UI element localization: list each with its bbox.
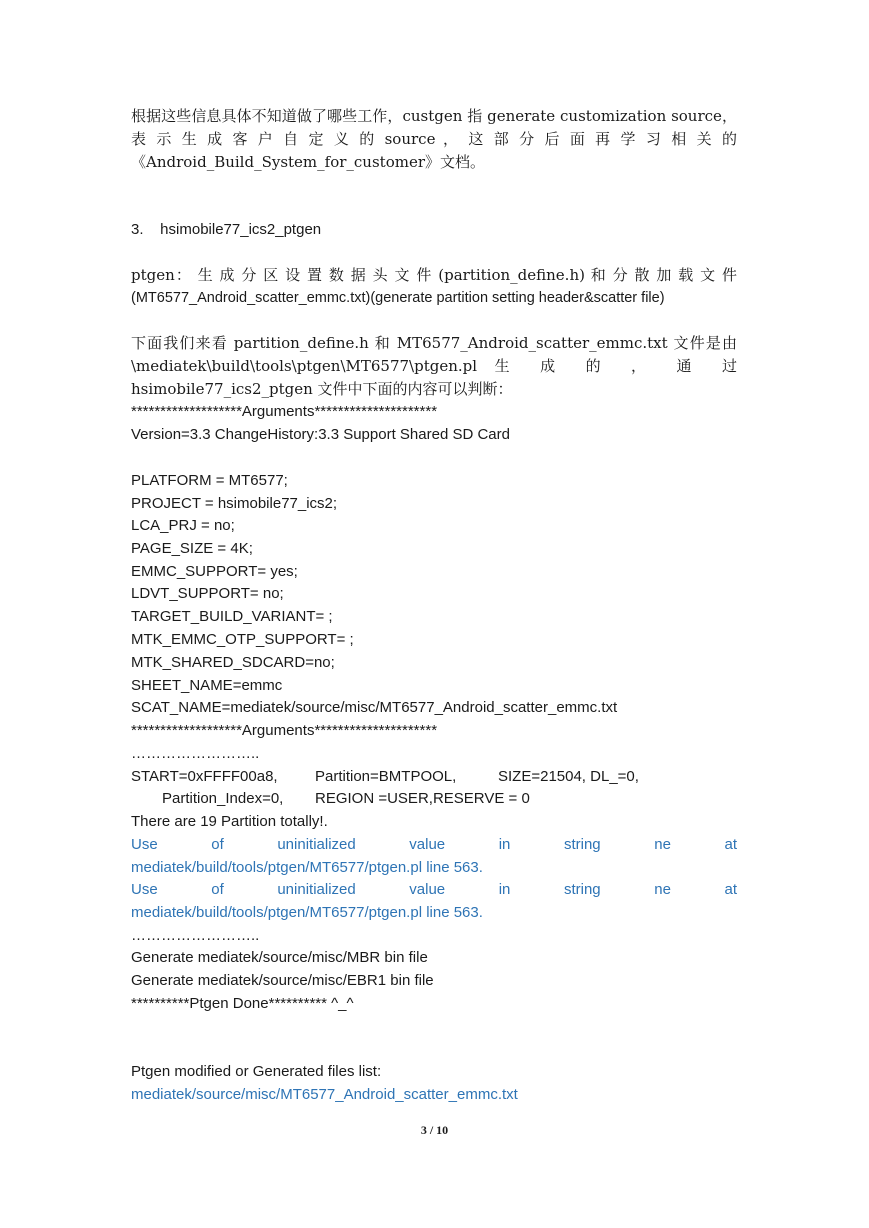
log-version: Version=3.3 ChangeHistory:3.3 Support Shared SD Card xyxy=(131,426,510,443)
log-ellipsis-1: …………………….. xyxy=(131,745,260,762)
files-list-item: mediatek/source/misc/MT6577_Android_scatter_emmc.txt xyxy=(131,1086,518,1103)
ptgen-desc-line-2: (MT6577_Android_scatter_emmc.txt)(generate partition setting header&scatter file) xyxy=(131,290,665,306)
log-warning-1-line-2: mediatek/build/tools/ptgen/MT6577/ptgen.pl line 563. xyxy=(131,859,483,876)
partition-index: Partition_Index=0, xyxy=(162,790,284,807)
log-ellipsis-2: …………………….. xyxy=(131,927,260,944)
partition-start: START=0xFFFF00a8, xyxy=(131,768,278,785)
log-warning-2-line-2: mediatek/build/tools/ptgen/MT6577/ptgen.pl line 563. xyxy=(131,904,483,921)
explain-line-1: 下面我们来看 partition_define.h 和 MT6577_Android_scatter_emmc.txt 文件是由 xyxy=(131,334,737,352)
page-number: 3 / 10 xyxy=(420,1123,449,1137)
ptgen-desc-line-1: ptgen： 生 成 分 区 设 置 数 据 头 文 件 (partition_define.h) 和 分 散 加 载 文 件 xyxy=(131,266,737,284)
log-setting-emmc-support: EMMC_SUPPORT= yes; xyxy=(131,563,298,580)
log-warning-1-line-1: Use of uninitialized value in string ne at xyxy=(131,836,737,853)
files-list-heading: Ptgen modified or Generated files list: xyxy=(131,1063,382,1080)
log-warning-2-line-1: Use of uninitialized value in string ne at xyxy=(131,881,737,898)
explain-line-3: hsimobile77_ics2_ptgen 文件中下面的内容可以判断： xyxy=(131,380,513,398)
intro-line-1: 根据这些信息具体不知道做了哪些工作，custgen 指 generate customization source， xyxy=(131,107,737,125)
log-setting-mtk-emmc-otp: MTK_EMMC_OTP_SUPPORT= ; xyxy=(131,631,354,648)
log-setting-scat-name: SCAT_NAME=mediatek/source/misc/MT6577_Android_scatter_emmc.txt xyxy=(131,699,618,716)
log-total-partitions: There are 19 Partition totally!. xyxy=(131,813,328,830)
log-setting-project: PROJECT = hsimobile77_ics2; xyxy=(131,495,338,512)
explain-line-2: \mediatek\build\tools\ptgen\MT6577\ptgen.pl 生 成 的 ， 通 过 xyxy=(131,357,737,375)
log-setting-platform: PLATFORM = MT6577; xyxy=(131,472,288,489)
partition-region: REGION =USER,RESERVE = 0 xyxy=(315,790,530,807)
log-generate-ebr1: Generate mediatek/source/misc/EBR1 bin file xyxy=(131,972,434,989)
log-setting-ldvt-support: LDVT_SUPPORT= no; xyxy=(131,585,284,602)
section-heading: 3. hsimobile77_ics2_ptgen xyxy=(131,221,322,238)
log-ptgen-done: **********Ptgen Done********** ^_^ xyxy=(131,995,354,1012)
log-args-start: *******************Arguments********************* xyxy=(131,403,438,420)
intro-line-3: 《Android_Build_System_for_customer》文档。 xyxy=(131,153,485,171)
partition-name: Partition=BMTPOOL, xyxy=(315,768,457,785)
partition-size: SIZE=21504, DL_=0, xyxy=(498,768,639,785)
log-setting-page-size: PAGE_SIZE = 4K; xyxy=(131,540,253,557)
log-setting-sheet-name: SHEET_NAME=emmc xyxy=(131,677,283,694)
intro-line-2: 表 示 生 成 客 户 自 定 义 的 source ， 这 部 分 后 面 再 学 习 相 关 的 xyxy=(131,130,737,148)
log-setting-target-build-variant: TARGET_BUILD_VARIANT= ; xyxy=(131,608,333,625)
log-setting-lca-prj: LCA_PRJ = no; xyxy=(131,517,235,534)
log-generate-mbr: Generate mediatek/source/misc/MBR bin file xyxy=(131,949,428,966)
log-setting-mtk-shared-sdcard: MTK_SHARED_SDCARD=no; xyxy=(131,654,335,671)
log-args-end: *******************Arguments********************* xyxy=(131,722,438,739)
log-partition-line-1 xyxy=(131,767,737,787)
